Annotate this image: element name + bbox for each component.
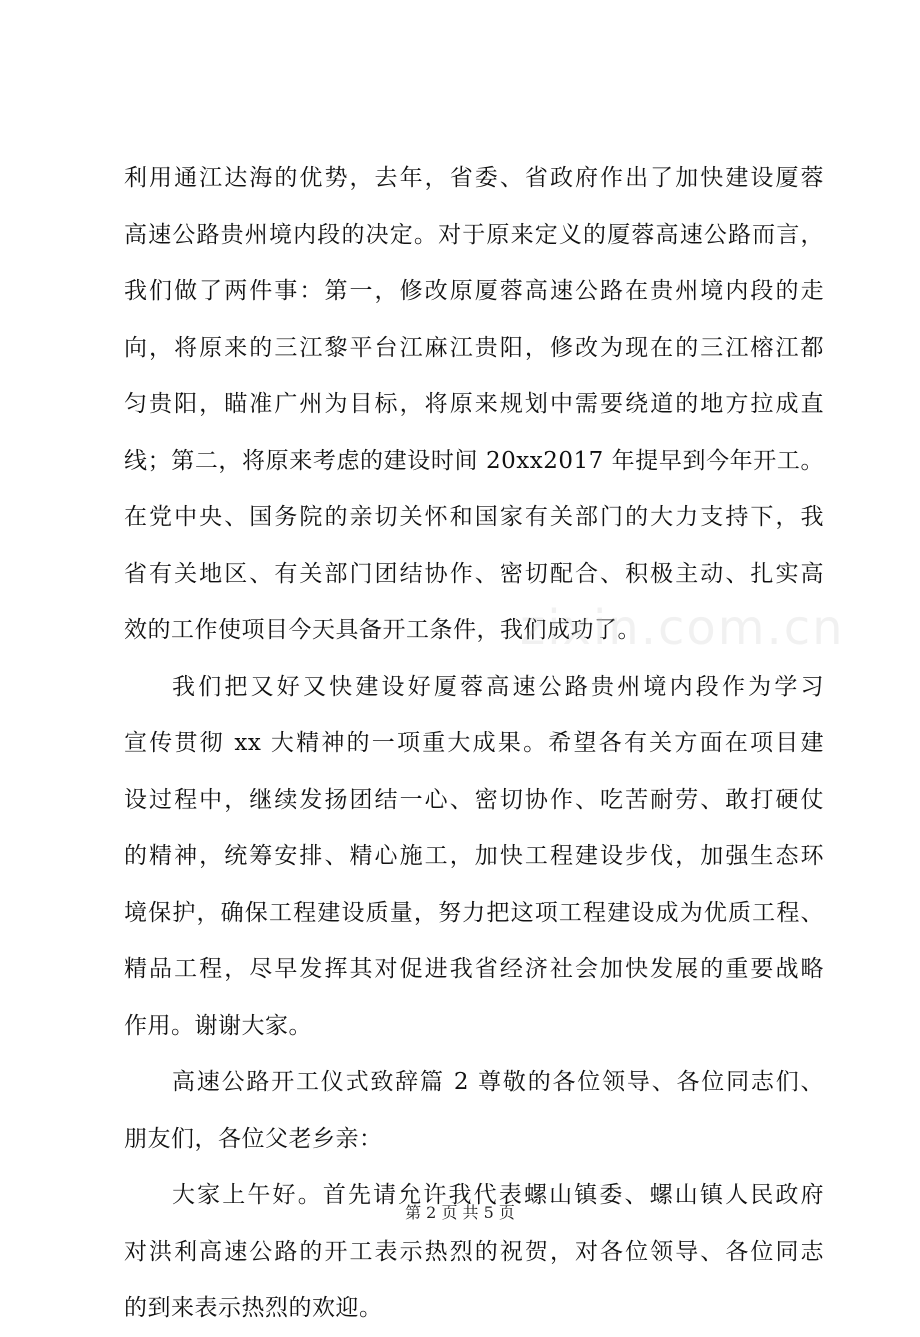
text-line: 匀贵阳，瞄准广州为目标，将原来规划中需要绕道的地方拉成直 [124,391,824,417]
text-line: 的精神，统筹安排、精心施工，加快工程建设步伐，加强生态环 [124,843,824,869]
document-body [124,150,824,1337]
text-line: 我们做了两件事：第一，修改原厦蓉高速公路在贵州境内段的走 [124,278,824,304]
text-line: 的到来表示热烈的欢迎。 [124,1295,383,1321]
text-line: 大家上午好。首先请允许我代表螺山镇委、螺山镇人民政府 [172,1182,824,1208]
text-line: 高速公路贵州境内段的决定。对于原来定义的厦蓉高速公路而言， [124,221,824,248]
paragraph [124,659,824,1055]
paragraph [124,150,824,659]
text-line: 向，将原来的三江黎平台江麻江贵阳，修改为现在的三江榕江都 [124,334,824,361]
text-line: 高速公路开工仪式致辞篇 2 尊敬的各位领导、各位同志们、 [172,1069,824,1095]
text-line: 省有关地区、有关部门团结协作、密切配合、积极主动、扎实高 [124,560,824,587]
text-line: 朋友们，各位父老乡亲： [124,1125,383,1152]
text-line: 宣传贯彻 xx 大精神的一项重大成果。希望各有关方面在项目建 [124,730,824,756]
text-line: 对洪利高速公路的开工表示热烈的祝贺，对各位领导、各位同志 [124,1238,824,1265]
text-line: 境保护，确保工程建设质量，努力把这项工程建设成为优质工程、 [124,899,824,926]
watermark: zixin.com.cn [520,600,845,656]
text-line: 在党中央、国务院的亲切关怀和国家有关部门的大力支持下，我 [124,504,824,530]
text-line: 线；第二，将原来考虑的建设时间 20xx2017 年提早到今年开工。 [124,447,824,474]
paragraph [124,1054,824,1167]
text-line: 设过程中，继续发扬团结一心、密切协作、吃苦耐劳、敢打硬仗 [124,786,824,813]
page-footer: 第 2 页 共 5 页 [405,1203,515,1222]
paragraph [124,1167,824,1337]
text-line: 精品工程，尽早发挥其对促进我省经济社会加快发展的重要战略 [124,956,824,982]
text-line: 作用。谢谢大家。 [124,1012,312,1039]
text-line: 利用通江达海的优势，去年，省委、省政府作出了加快建设厦蓉 [124,165,824,191]
text-line: 效的工作使项目今天具备开工条件，我们成功了。 [124,617,641,643]
text-line: 我们把又好又快建设好厦蓉高速公路贵州境内段作为学习 [172,673,824,700]
